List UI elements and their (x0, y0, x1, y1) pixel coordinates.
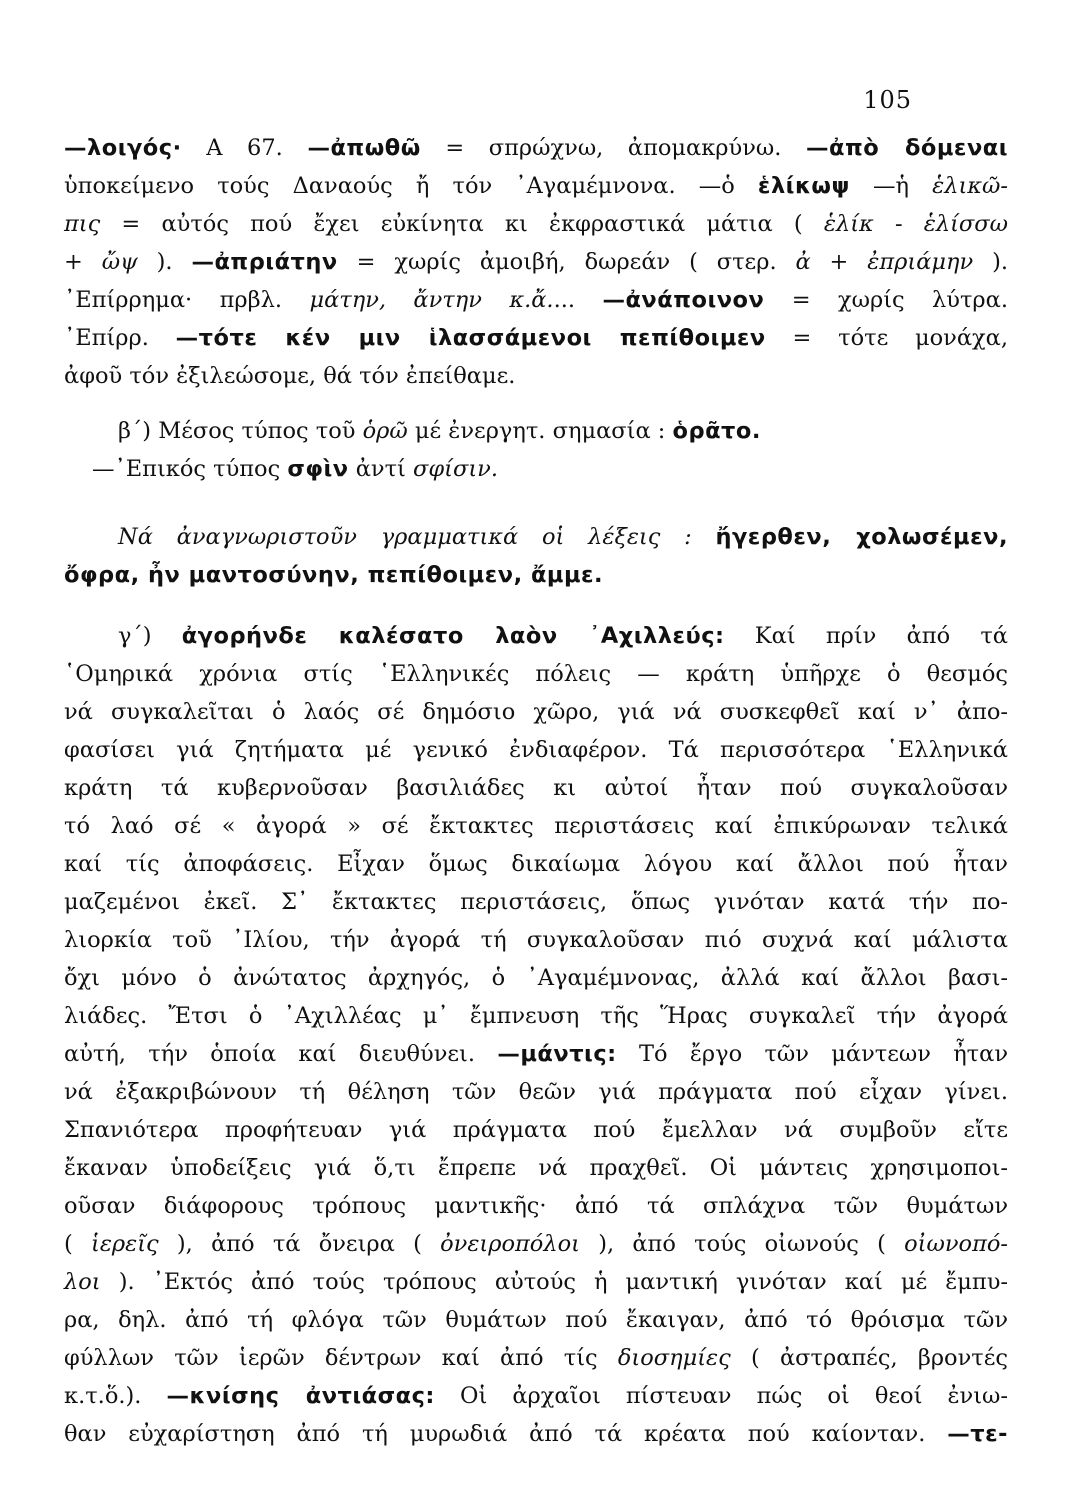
lemma: —τε- (947, 1421, 1008, 1447)
text-line: ἔκαναν ὑποδείξεις γιά ὅ,τι ἔπρεπε νά πραχθεῖ. Οἱ μάντεις χρησιμοποι- (64, 1155, 1008, 1181)
text-line: κ.τ.ὅ.). —κνίσης ἀντιάσας: Οἱ ἀρχαῖοι πίστευαν πώς οἱ θεοί ἐνιω- (64, 1383, 1008, 1409)
lemma: —ἀπὸ δόμεναι (805, 135, 1009, 161)
text-line: + ὤψ ). —ἀπριάτην = χωρίς ἀμοιβή, δωρεάν ( στερ. ἀ + ἐπριάμην ). (64, 249, 1008, 275)
italic-term: διοσημίες (617, 1345, 731, 1371)
text-line: ὑποκείμενο τούς Δαναούς ἤ τόν ᾿Αγαμέμνονα. —ὁ ἑλίκωψ —ἡ ἑλικῶ- (64, 173, 1008, 199)
text-line: ὄχι μόνο ὁ ἀνώτατος ἀρχηγός, ὁ ᾿Αγαμέμνονας, ἀλλά καί ἄλλοι βασι- (64, 965, 1008, 991)
text-line: φύλλων τῶν ἱερῶν δέντρων καί ἀπό τίς διοσημίες ( ἀστραπές, βροντές (64, 1345, 1008, 1371)
exercise-words: ὄφρα, ἦν μαντοσύνην, πεπίθοιμεν, ἄμμε. (64, 562, 604, 588)
text-line: —᾿Επικός τύπος σφὶν ἀντί σφίσιν. (92, 456, 498, 482)
text-line: λιορκία τοῦ ᾿Ιλίου, τήν ἀγορά τή συγκαλοῦσαν πιό συχνά καί μάλιστα (64, 927, 1008, 953)
exercise-line (64, 556, 1008, 594)
lemma: —κνίσης ἀντιάσας: (166, 1383, 435, 1409)
text-line: ( ἱερεῖς ), ἀπό τά ὄνειρα ( ὀνειροπόλοι ), ἀπό τούς οἰωνούς ( οἰωνοπό- (64, 1231, 1009, 1257)
text-line: ᾿Επίρρ. —τότε κέν μιν ἱλασσάμενοι πεπίθοιμεν = τότε μονάχα, (64, 325, 1009, 351)
lemma: —ἀπριάτην (191, 249, 338, 275)
text-line: θαν εὐχαρίστηση ἀπό τή μυρωδιά ἀπό τά κρέατα πού καίονταν. —τε- (64, 1421, 1008, 1447)
italic-term: μάτην, ἄντην κ.ἄ. (309, 287, 554, 313)
text-line: ρα, δηλ. ἀπό τή φλόγα τῶν θυμάτων πού ἔκαιγαν, ἀπό τό θρόισμα τῶν (64, 1307, 1008, 1333)
exercise-line (118, 518, 1008, 556)
text-line: κράτη τά κυβερνοῦσαν βασιλιάδες κι αὐτοί ἦταν πού συγκαλοῦσαν (64, 775, 1008, 801)
italic-term: λοι (64, 1269, 101, 1295)
italic-term: ἱερεῖς (91, 1231, 159, 1257)
italic-term: + ὤψ (64, 249, 138, 275)
lemma: ὁρᾶτο. (672, 418, 761, 444)
italic-term: σφίσιν. (413, 456, 498, 482)
lemma: —μάντις: (497, 1041, 617, 1067)
lemma: ἑλίκωψ (757, 173, 850, 199)
italic-term: ἑλίκ - ἑλίσσω (823, 211, 1009, 237)
text-line: ἀφοῦ τόν ἐξιλεώσομε, θά τόν ἐπείθαμε. (64, 363, 516, 389)
text-line: λιάδες. Ἔτσι ὁ ᾿Αχιλλέας μ᾿ ἔμπνευση τῆς Ἥρας συγκαλεῖ τήν ἀγορά (64, 1003, 1008, 1029)
text-line: μαζεμένοι ἐκεῖ. Σ᾿ ἔκτακτες περιστάσεις, ὅπως γινόταν κατά τήν πο- (64, 889, 1008, 915)
text-line: ᾿Επίρρημα· πρβλ. μάτην, ἄντην κ.ἄ.... —ἀνάποινον = χωρίς λύτρα. (64, 287, 1008, 313)
text-line: φασίσει γιά ζητήματα μέ γενικό ἐνδιαφέρον. Τά περισσότερα ῾Ελληνικά (64, 737, 1008, 763)
section-gamma: γ΄) ἀγορήνδε καλέσατο λαὸν ᾿Αχιλλεύς: Καί πρίν ἀπό τά (118, 623, 1008, 649)
text-line: —λοιγός· Α 67. —ἀπωθῶ = σπρώχνω, ἀπομακρύνω. —ἀπὸ δόμεναι (64, 135, 1009, 161)
text-line: αὐτή, τήν ὁποία καί διευθύνει. —μάντις: Τό ἔργο τῶν μάντεων ἦταν (64, 1041, 1008, 1067)
text-line: οῦσαν διάφορους τρόπους μαντικῆς· ἀπό τά σπλάχνα τῶν θυμάτων (64, 1193, 1008, 1219)
lemma: ἀγορήνδε καλέσατο λαὸν ᾿Αχιλλεύς: (181, 623, 725, 649)
italic-term: ἑλικῶ- (932, 173, 1008, 199)
lemma: —τότε κέν μιν ἱλασσάμενοι πεπίθοιμεν (175, 325, 766, 351)
page-number: 105 (863, 86, 912, 114)
text-line: Σπανιότερα προφήτευαν γιά πράγματα πού ἔμελλαν νά συμβοῦν εἴτε (64, 1117, 1008, 1143)
text-line: πις = αὐτός πού ἔχει εὐκίνητα κι ἐκφραστικά μάτια ( ἑλίκ - ἑλίσσω (64, 211, 1009, 237)
text-line: νά συγκαλεῖται ὁ λαός σέ δημόσιο χῶρο, γιά νά συσκεφθεῖ καί ν᾿ ἀπο- (64, 699, 1008, 725)
italic-term: οἰωνοπό- (904, 1231, 1009, 1257)
text-line: λοι ). ᾿Εκτός ἀπό τούς τρόπους αὐτούς ἡ μαντική γινόταν καί μέ ἔμπυ- (64, 1269, 1008, 1295)
italic-term: ὁρῶ (362, 418, 408, 444)
exercise-prompt: Νά ἀναγνωριστοῦν γραμματικά οἱ λέξεις : (118, 524, 716, 550)
text-line: ῾Ομηρικά χρόνια στίς ῾Ελληνικές πόλεις — κράτη ὑπῆρχε ὁ θεσμός (64, 661, 1008, 687)
lemma: —ἀπωθῶ (307, 135, 421, 161)
italic-term: ἀ + ἐπριάμην (795, 249, 974, 275)
section-beta: β΄) Μέσος τύπος τοῦ ὁρῶ μέ ἐνεργητ. σημασία : ὁρᾶτο. (118, 418, 761, 444)
lemma: —ἀνάποινον (602, 287, 765, 313)
text-line: τό λαό σέ « ἀγορά » σέ ἔκτακτες περιστάσεις καί ἐπικύρωναν τελικά (64, 813, 1008, 839)
exercise-words: ἤγερθεν, χολωσέμεν, (715, 524, 1008, 550)
italic-term: πις (64, 211, 101, 237)
text-line: νά ἐξακριβώνουν τή θέληση τῶν θεῶν γιά πράγματα πού εἶχαν γίνει. (64, 1079, 1008, 1105)
text-line: καί τίς ἀποφάσεις. Εἶχαν ὅμως δικαίωμα λόγου καί ἄλλοι πού ἦταν (64, 851, 1008, 877)
lemma: —λοιγός· (64, 135, 182, 161)
italic-term: ὀνειροπόλοι (440, 1231, 580, 1257)
lemma: σφὶν (287, 456, 349, 482)
